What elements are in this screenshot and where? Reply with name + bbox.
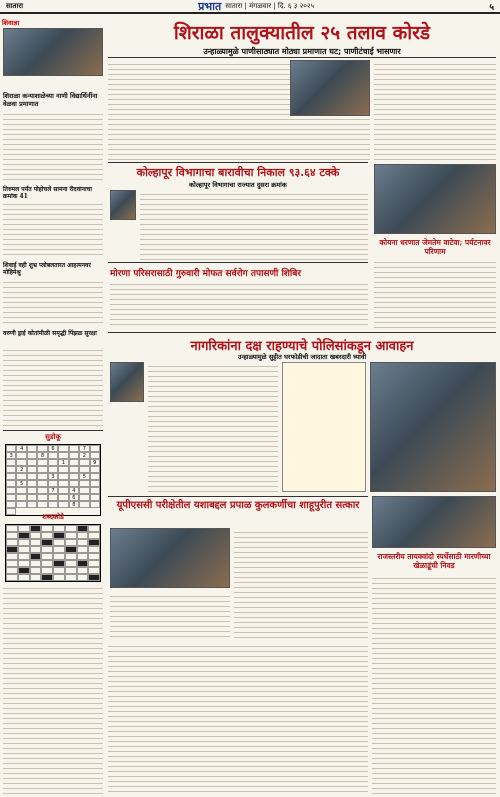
sudoku-cell: 8: [37, 452, 47, 459]
crossword-cell: [6, 525, 18, 532]
crossword-cell: [6, 553, 18, 560]
crossword-cell: [88, 532, 100, 539]
crossword-cell: [77, 539, 89, 546]
crossword-cell: [65, 532, 77, 539]
crossword-cell: [18, 539, 30, 546]
story4-headline: नागरिकांना दक्ष राहण्याचे पोलिसांकडून आवाहन: [190, 339, 414, 354]
crossword-cell: [88, 525, 100, 532]
sudoku-cell: [37, 487, 47, 494]
crossword-cell: [53, 525, 65, 532]
crossword-cell: [30, 539, 42, 546]
sudoku-cell: [90, 494, 100, 501]
dam-photo: [374, 164, 496, 234]
crossword-cell: [18, 574, 30, 581]
sudoku-cell: [16, 459, 26, 466]
sudoku-cell: [69, 452, 79, 459]
section-name: सातारा: [6, 1, 24, 10]
left-story-3-headline: शिवाई वही शुभ्र प्लोबलतारत आहत्मनवर मोहिमेश्रु: [3, 262, 91, 276]
crossword-cell: [6, 560, 18, 567]
sudoku-cell: 6: [48, 445, 58, 452]
sudoku-cell: [79, 487, 89, 494]
crossword-cell: [18, 553, 30, 560]
sudoku-cell: [27, 466, 37, 473]
sudoku-cell: [6, 466, 16, 473]
sudoku-cell: [16, 494, 26, 501]
sudoku-cell: [58, 487, 68, 494]
lake-photo: [290, 60, 370, 116]
crossword-cell: [53, 567, 65, 574]
sudoku-cell: [16, 473, 26, 480]
story6-body: [374, 258, 496, 330]
crossword-block: [6, 546, 18, 553]
story2-body: [140, 190, 368, 260]
sudoku-cell: [6, 494, 16, 501]
crossword-cell: [41, 546, 53, 553]
crossword-cell: [30, 567, 42, 574]
left-story-4-headline: वरुणी ड्राई कोतांमीळी समृद्धी पिंझळ सुरक्षा: [3, 330, 97, 337]
crossword-cell: [65, 574, 77, 581]
sudoku-cell: [6, 459, 16, 466]
sudoku-cell: [58, 452, 68, 459]
story6-headline: कोयना धरणात जेमतेम वाटेवा; पर्यटनावर परिणाम: [379, 238, 491, 256]
sudoku-cell: [69, 473, 79, 480]
story7-headline: राजस्तरीय तायक्वांदो स्पर्धेसाठी मारणीच्या खेळाडूंची निवड: [377, 552, 491, 570]
date-line: सातारा | मंगळवार | दि. ६ ३ २०२५: [225, 1, 315, 10]
students-photo: [3, 28, 103, 76]
sudoku-cell: [6, 480, 16, 487]
crossword-cell: [53, 553, 65, 560]
sudoku-cell: [48, 459, 58, 466]
crossword-cell: [65, 525, 77, 532]
left-story-2-body: [3, 200, 103, 258]
sudoku-cell: [69, 466, 79, 473]
sudoku-cell: [37, 459, 47, 466]
sudoku-cell: 3: [48, 473, 58, 480]
sudoku-cell: [16, 487, 26, 494]
sudoku-cell: [48, 494, 58, 501]
illustration-photo: [370, 362, 496, 492]
newspaper-logo: प्रभात: [198, 0, 222, 13]
sudoku-cell: [58, 473, 68, 480]
sudoku-cell: [69, 459, 79, 466]
sudoku-cell: 5: [16, 480, 26, 487]
left-story-4-body: [3, 346, 103, 426]
sudoku-cell: [37, 466, 47, 473]
crossword-cell: [6, 532, 18, 539]
main-story-body-right: [374, 60, 496, 160]
crossword-cell: [65, 539, 77, 546]
police-photo: [110, 362, 144, 402]
sudoku-cell: 8: [69, 501, 79, 508]
sudoku-cell: [6, 487, 16, 494]
story4-body: [148, 362, 278, 492]
sudoku-cell: [79, 501, 89, 508]
safety-tips-box: [282, 362, 366, 492]
sudoku-cell: [37, 494, 47, 501]
crossword-cell: [41, 560, 53, 567]
photo-caption: [3, 78, 103, 90]
sudoku-cell: [27, 445, 37, 452]
sudoku-cell: [48, 480, 58, 487]
sudoku-cell: [79, 494, 89, 501]
crossword-block: [77, 525, 89, 532]
left-story-1-headline: शिराळा कन्याशाळेच्या नाणी विद्यार्थिनींना वेळवा प्रमाणात: [3, 92, 98, 108]
crossword-cell: [65, 567, 77, 574]
crossword-cell: [18, 525, 30, 532]
felicitation-photo: [110, 528, 230, 588]
crossword-cell: [6, 539, 18, 546]
crossword-cell: [77, 553, 89, 560]
crossword-cell: [41, 532, 53, 539]
sudoku-cell: [27, 501, 37, 508]
sudoku-cell: 2: [16, 466, 26, 473]
sudoku-cell: 4: [16, 445, 26, 452]
sudoku-cell: [48, 501, 58, 508]
crossword-title: शब्दकोडे: [42, 512, 64, 521]
crossword-cell: [41, 553, 53, 560]
crossword-block: [77, 560, 89, 567]
crossword-cell: [18, 560, 30, 567]
sudoku-cell: [58, 494, 68, 501]
story7-body: [372, 574, 496, 794]
crossword-clues: [3, 584, 103, 794]
crossword-cell: [41, 567, 53, 574]
crossword-block: [41, 574, 53, 581]
sudoku-cell: [90, 501, 100, 508]
story2-headline: कोल्हापूर विभागाचा बारावीचा निकाल ९३.६४ टक्के: [136, 166, 340, 179]
sudoku-cell: [27, 452, 37, 459]
sudoku-cell: [58, 480, 68, 487]
crossword-cell: [18, 546, 30, 553]
sudoku-grid: [5, 444, 101, 516]
sudoku-cell: [16, 501, 26, 508]
crossword-cell: [30, 574, 42, 581]
crossword-block: [30, 553, 42, 560]
crossword-cell: [30, 560, 42, 567]
main-headline: शिराळा तालुक्यातील २५ तलाव कोरडे: [173, 22, 431, 44]
sudoku-cell: [6, 501, 16, 508]
sudoku-cell: 9: [90, 459, 100, 466]
sudoku-cell: [69, 480, 79, 487]
sudoku-cell: 7: [79, 445, 89, 452]
sudoku-cell: [48, 466, 58, 473]
sudoku-cell: [6, 473, 16, 480]
crossword-block: [41, 539, 53, 546]
sudoku-cell: [58, 501, 68, 508]
section-label: शिवाज्ञा: [2, 19, 20, 27]
sudoku-cell: [37, 480, 47, 487]
sudoku-cell: [79, 480, 89, 487]
crossword-block: [53, 560, 65, 567]
page-number: ५: [489, 2, 494, 13]
story3-body: [110, 280, 368, 328]
crossword-block: [88, 539, 100, 546]
sudoku-cell: [69, 445, 79, 452]
crossword-grid: [5, 524, 101, 582]
story5-body: [234, 528, 368, 638]
sudoku-cell: [27, 480, 37, 487]
crossword-cell: [53, 574, 65, 581]
crossword-cell: [88, 560, 100, 567]
sudoku-cell: 3: [6, 452, 16, 459]
sudoku-cell: [27, 459, 37, 466]
lower-story-body: [108, 642, 368, 794]
crossword-cell: [30, 532, 42, 539]
crossword-block: [65, 546, 77, 553]
crossword-cell: [77, 532, 89, 539]
crossword-cell: [77, 546, 89, 553]
crossword-block: [30, 525, 42, 532]
sudoku-cell: [58, 445, 68, 452]
sudoku-cell: [48, 452, 58, 459]
crossword-cell: [30, 546, 42, 553]
sudoku-cell: [27, 487, 37, 494]
sudoku-cell: [90, 452, 100, 459]
story5-headline: यूपीएससी परीक्षेतील यशाबद्दल प्रपाळ कुलकर्णीचा शाहूपुरीत सत्कार: [116, 500, 360, 511]
taekwondo-photo: [372, 496, 496, 548]
story4-sub: उन्हाळ्यामुळे सुट्टीत घरफोडीची जादाता खबरदारी घ्यावी: [237, 353, 367, 361]
masthead: [0, 0, 500, 14]
sudoku-cell: 1: [58, 459, 68, 466]
sudoku-cell: [27, 494, 37, 501]
main-subheadline: उन्हाळ्यामुळे पाणीसाठ्यात मोठ्या प्रमाणात घट; पाणीटंचाई भासणार: [203, 47, 401, 56]
crossword-cell: [53, 546, 65, 553]
left-story-2-headline: तिरुमल पर्यंत पोहोचले सामना रीदवानाचा क्रमांक 41: [3, 186, 92, 200]
sudoku-cell: [79, 466, 89, 473]
sudoku-cell: [37, 445, 47, 452]
crossword-block: [18, 532, 30, 539]
crossword-cell: [77, 567, 89, 574]
sudoku-cell: 6: [69, 494, 79, 501]
sudoku-cell: 2: [79, 452, 89, 459]
crossword-cell: [88, 546, 100, 553]
crossword-cell: [77, 574, 89, 581]
sudoku-cell: [90, 466, 100, 473]
crossword-cell: [88, 567, 100, 574]
story5-body-lower: [110, 592, 230, 638]
sudoku-cell: 5: [79, 473, 89, 480]
sudoku-cell: [16, 452, 26, 459]
sudoku-cell: [90, 473, 100, 480]
crossword-cell: [6, 574, 18, 581]
story2-sub: कोल्हापूर विभागाचा राज्यात दुसरा क्रमांक: [189, 181, 287, 189]
crossword-block: [88, 574, 100, 581]
sudoku-cell: [90, 480, 100, 487]
sudoku-cell: [27, 473, 37, 480]
crossword-cell: [65, 560, 77, 567]
crossword-cell: [53, 539, 65, 546]
sudoku-cell: 4: [69, 487, 79, 494]
sudoku-cell: [37, 501, 47, 508]
sudoku-cell: 7: [48, 487, 58, 494]
sudoku-title: सुडोकू: [45, 432, 61, 441]
left-story-3-body: [3, 278, 103, 326]
crossword-block: [18, 567, 30, 574]
student-portrait: [110, 190, 136, 220]
sudoku-cell: [90, 487, 100, 494]
sudoku-cell: [6, 445, 16, 452]
sudoku-cell: [79, 459, 89, 466]
crossword-cell: [88, 553, 100, 560]
sudoku-cell: [90, 445, 100, 452]
crossword-cell: [41, 525, 53, 532]
sudoku-cell: [58, 466, 68, 473]
crossword-cell: [65, 553, 77, 560]
sudoku-cell: [37, 473, 47, 480]
left-story-1-body: [3, 110, 103, 184]
crossword-block: [53, 532, 65, 539]
crossword-cell: [6, 567, 18, 574]
story3-headline: मोरणा परिसरासाठी गुरुवारी मोफत सर्वरोग तपासणी शिबिर: [110, 269, 302, 279]
